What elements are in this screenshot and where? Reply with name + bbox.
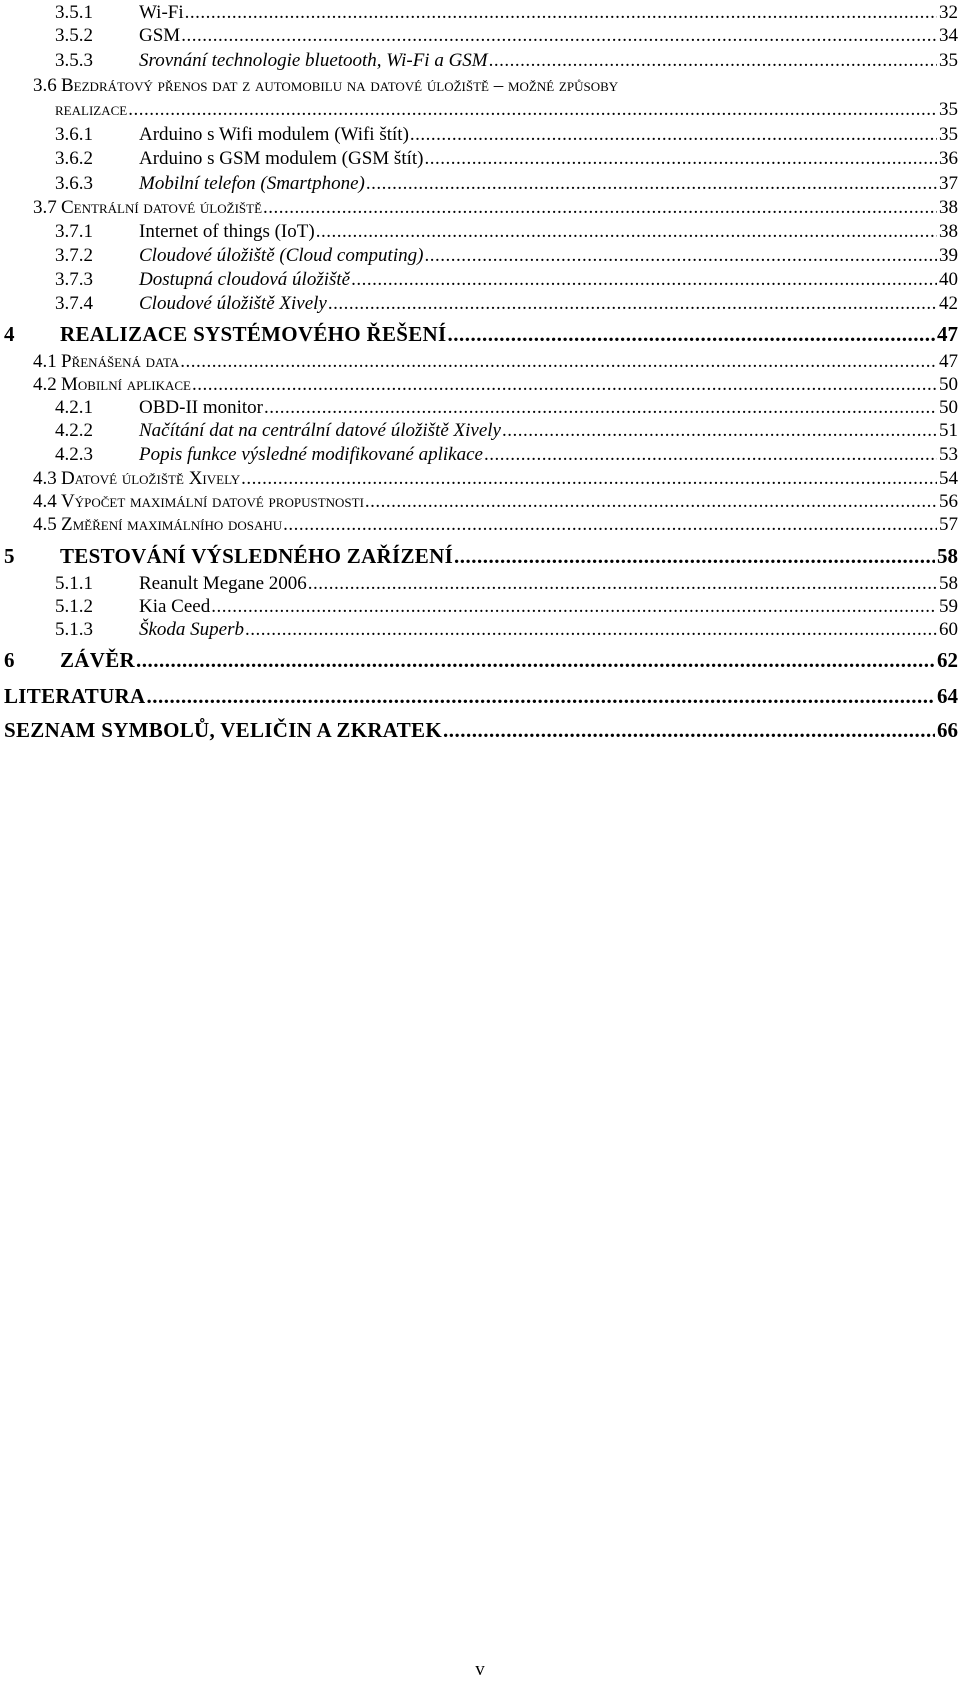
- toc-entry-page: 34: [939, 25, 958, 46]
- toc-entry[interactable]: [55, 99, 958, 121]
- toc-entry-number: 4.3: [33, 468, 57, 489]
- toc-entry-number: 5.1.3: [55, 619, 93, 640]
- toc-dot-leader: [489, 50, 937, 72]
- toc-entry-number: 4: [4, 322, 15, 346]
- toc-entry-title: realizace: [55, 99, 128, 120]
- toc-entry[interactable]: [33, 75, 958, 97]
- toc-entry-page: 35: [939, 99, 958, 120]
- toc-entry[interactable]: [4, 684, 958, 708]
- toc-dot-leader: [328, 293, 937, 315]
- toc-entry-page: 53: [939, 444, 958, 465]
- toc-entry-title: Bezdrátový přenos dat z automobilu na datové úložiště – možné způsoby: [61, 75, 619, 96]
- toc-entry-title: Mobilní aplikace: [61, 374, 191, 395]
- toc-entry-title: Wi-Fi: [139, 2, 184, 23]
- toc-entry[interactable]: [55, 619, 958, 641]
- toc-entry-title: OBD-II monitor: [139, 397, 264, 418]
- toc-entry[interactable]: [33, 374, 958, 396]
- toc-entry-title: REALIZACE SYSTÉMOVÉHO ŘEŠENÍ: [60, 322, 447, 346]
- toc-entry-title: Kia Ceed: [139, 596, 211, 617]
- toc-entry-page: 58: [939, 573, 958, 594]
- toc-entry-page: 47: [937, 322, 958, 346]
- toc-entry-number: 3.5.3: [55, 50, 93, 71]
- toc-entry-number: 4.4: [33, 491, 57, 512]
- toc-dot-leader: [351, 269, 937, 291]
- toc-entry[interactable]: [33, 491, 958, 513]
- toc-entry-page: 50: [939, 374, 958, 395]
- toc-entry-title: Načítání dat na centrální datové úložiště Xively: [139, 420, 501, 441]
- toc-entry-number: 5.1.2: [55, 596, 93, 617]
- toc-dot-leader: [283, 514, 937, 536]
- toc-entry-title: LITERATURA: [4, 684, 146, 708]
- toc-entry-number: 3.6: [33, 75, 57, 96]
- toc-dot-leader: [316, 221, 937, 243]
- toc-entry-page: 36: [939, 148, 958, 169]
- toc-entry[interactable]: [55, 148, 958, 170]
- toc-entry-number: 3.5.1: [55, 2, 93, 23]
- toc-entry-number: 3.5.2: [55, 25, 93, 46]
- toc-dot-leader: [308, 573, 937, 595]
- toc-dot-leader: [484, 444, 937, 466]
- toc-dot-leader: [443, 718, 935, 742]
- toc-dot-leader: [425, 148, 938, 170]
- toc-entry[interactable]: [55, 573, 958, 595]
- toc-entry-page: 51: [939, 420, 958, 441]
- toc-entry[interactable]: [4, 718, 958, 742]
- toc-entry-number: 5.1.1: [55, 573, 93, 594]
- toc-entry-number: 4.2.2: [55, 420, 93, 441]
- toc-dot-leader: [366, 173, 937, 195]
- toc-entry-page: 57: [939, 514, 958, 535]
- page-number: v: [475, 1659, 485, 1680]
- toc-entry-number: 4.1: [33, 351, 57, 372]
- toc-entry-page: 66: [937, 718, 958, 742]
- toc-entry-number: 3.6.3: [55, 173, 93, 194]
- toc-entry-page: 38: [939, 221, 958, 242]
- toc-dot-leader: [365, 491, 937, 513]
- toc-entry-page: 40: [939, 269, 958, 290]
- toc-entry[interactable]: [55, 293, 958, 315]
- toc-entry-number: 3.6.1: [55, 124, 93, 145]
- toc-dot-leader: [241, 468, 937, 490]
- toc-dot-leader: [264, 397, 937, 419]
- toc-entry-page: 64: [937, 684, 958, 708]
- toc-entry-title: Změření maximálního dosahu: [61, 514, 283, 535]
- toc-dot-leader: [180, 351, 937, 373]
- toc-entry-title: Datové úložiště Xively: [61, 468, 241, 489]
- toc-entry[interactable]: [4, 322, 958, 346]
- toc-entry-title: Cloudové úložiště Xively: [139, 293, 327, 314]
- toc-entry-page: 35: [939, 50, 958, 71]
- toc-dot-leader: [211, 596, 937, 618]
- toc-entry-title: SEZNAM SYMBOLŮ, VELIČIN A ZKRATEK: [4, 718, 442, 742]
- toc-entry-number: 3.7: [33, 197, 57, 218]
- toc-entry[interactable]: [55, 444, 958, 466]
- toc-entry[interactable]: [4, 648, 958, 672]
- toc-entry[interactable]: [55, 397, 958, 419]
- toc-entry-title: Centrální datové úložiště: [61, 197, 263, 218]
- toc-entry[interactable]: [55, 221, 958, 243]
- toc-dot-leader: [424, 245, 937, 267]
- toc-entry-title: Arduino s Wifi modulem (Wifi štít): [139, 124, 409, 145]
- toc-entry-number: 3.7.2: [55, 245, 93, 266]
- toc-entry-title: Dostupná cloudová úložiště: [139, 269, 351, 290]
- toc-entry[interactable]: [55, 269, 958, 291]
- toc-entry-number: 4.2.3: [55, 444, 93, 465]
- toc-entry-title: Cloudové úložiště (Cloud computing): [139, 245, 424, 266]
- toc-entry-title: Přenášená data: [61, 351, 180, 372]
- toc-entry-title: Srovnání technologie bluetooth, Wi-Fi a GSM: [139, 50, 488, 71]
- toc-entry-page: 59: [939, 596, 958, 617]
- toc-entry[interactable]: [55, 420, 958, 442]
- toc-entry[interactable]: [55, 50, 958, 72]
- toc-entry-page: 54: [939, 468, 958, 489]
- toc-entry-page: 62: [937, 648, 958, 672]
- toc-dot-leader: [136, 648, 935, 672]
- toc-entry-number: 3.6.2: [55, 148, 93, 169]
- toc-entry[interactable]: [33, 468, 958, 490]
- toc-entry[interactable]: [55, 2, 958, 24]
- toc-dot-leader: [410, 124, 937, 146]
- toc-entry-number: 5: [4, 544, 15, 568]
- toc-dot-leader: [181, 25, 937, 47]
- toc-entry-title: Internet of things (IoT): [139, 221, 315, 242]
- toc-dot-leader: [245, 619, 937, 641]
- toc-entry-title: Reanult Megane 2006: [139, 573, 307, 594]
- toc-entry-title: Mobilní telefon (Smartphone): [139, 173, 365, 194]
- toc-entry-number: 3.7.4: [55, 293, 93, 314]
- toc-entry-title: TESTOVÁNÍ VÝSLEDNÉHO ZAŘÍZENÍ: [60, 544, 454, 568]
- toc-entry-page: 50: [939, 397, 958, 418]
- toc-entry-page: 42: [939, 293, 958, 314]
- toc-entry[interactable]: [4, 544, 958, 568]
- toc-dot-leader: [502, 420, 937, 442]
- toc-dot-leader: [448, 322, 936, 346]
- toc-entry-number: 3.7.1: [55, 221, 93, 242]
- toc-entry[interactable]: [55, 173, 958, 195]
- toc-dot-leader: [128, 99, 937, 121]
- toc-entry-title: Výpočet maximální datové propustnosti: [61, 491, 364, 512]
- toc-entry[interactable]: [55, 245, 958, 267]
- toc-dot-leader: [192, 374, 937, 396]
- toc-entry-number: 4.5: [33, 514, 57, 535]
- toc-entry[interactable]: [33, 197, 958, 219]
- toc-entry-number: 4.2: [33, 374, 57, 395]
- toc-entry[interactable]: [33, 514, 958, 536]
- toc-entry-page: 32: [939, 2, 958, 23]
- toc-dot-leader: [263, 197, 937, 219]
- toc-entry[interactable]: [55, 596, 958, 618]
- toc-entry-title: ZÁVĚR: [60, 648, 136, 672]
- toc-entry-number: 3.7.3: [55, 269, 93, 290]
- toc-entry[interactable]: [55, 124, 958, 146]
- toc-entry-page: 39: [939, 245, 958, 266]
- toc-entry-number: 4.2.1: [55, 397, 93, 418]
- toc-entry-title: Škoda Superb: [139, 619, 245, 640]
- toc-entry-page: 37: [939, 173, 958, 194]
- toc-entry-page: 58: [937, 544, 958, 568]
- toc-entry-page: 60: [939, 619, 958, 640]
- toc-entry[interactable]: [55, 25, 958, 47]
- toc-dot-leader: [185, 2, 937, 24]
- toc-entry-title: Arduino s GSM modulem (GSM štít): [139, 148, 424, 169]
- toc-entry-page: 56: [939, 491, 958, 512]
- toc-entry-page: 38: [939, 197, 958, 218]
- toc-dot-leader: [146, 684, 935, 708]
- toc-entry[interactable]: [33, 351, 958, 373]
- toc-dot-leader: [454, 544, 935, 568]
- toc-entry-page: 47: [939, 351, 958, 372]
- toc-entry-page: 35: [939, 124, 958, 145]
- toc-entry-number: 6: [4, 648, 15, 672]
- toc-entry-title: GSM: [139, 25, 181, 46]
- toc-entry-title: Popis funkce výsledné modifikované aplikace: [139, 444, 483, 465]
